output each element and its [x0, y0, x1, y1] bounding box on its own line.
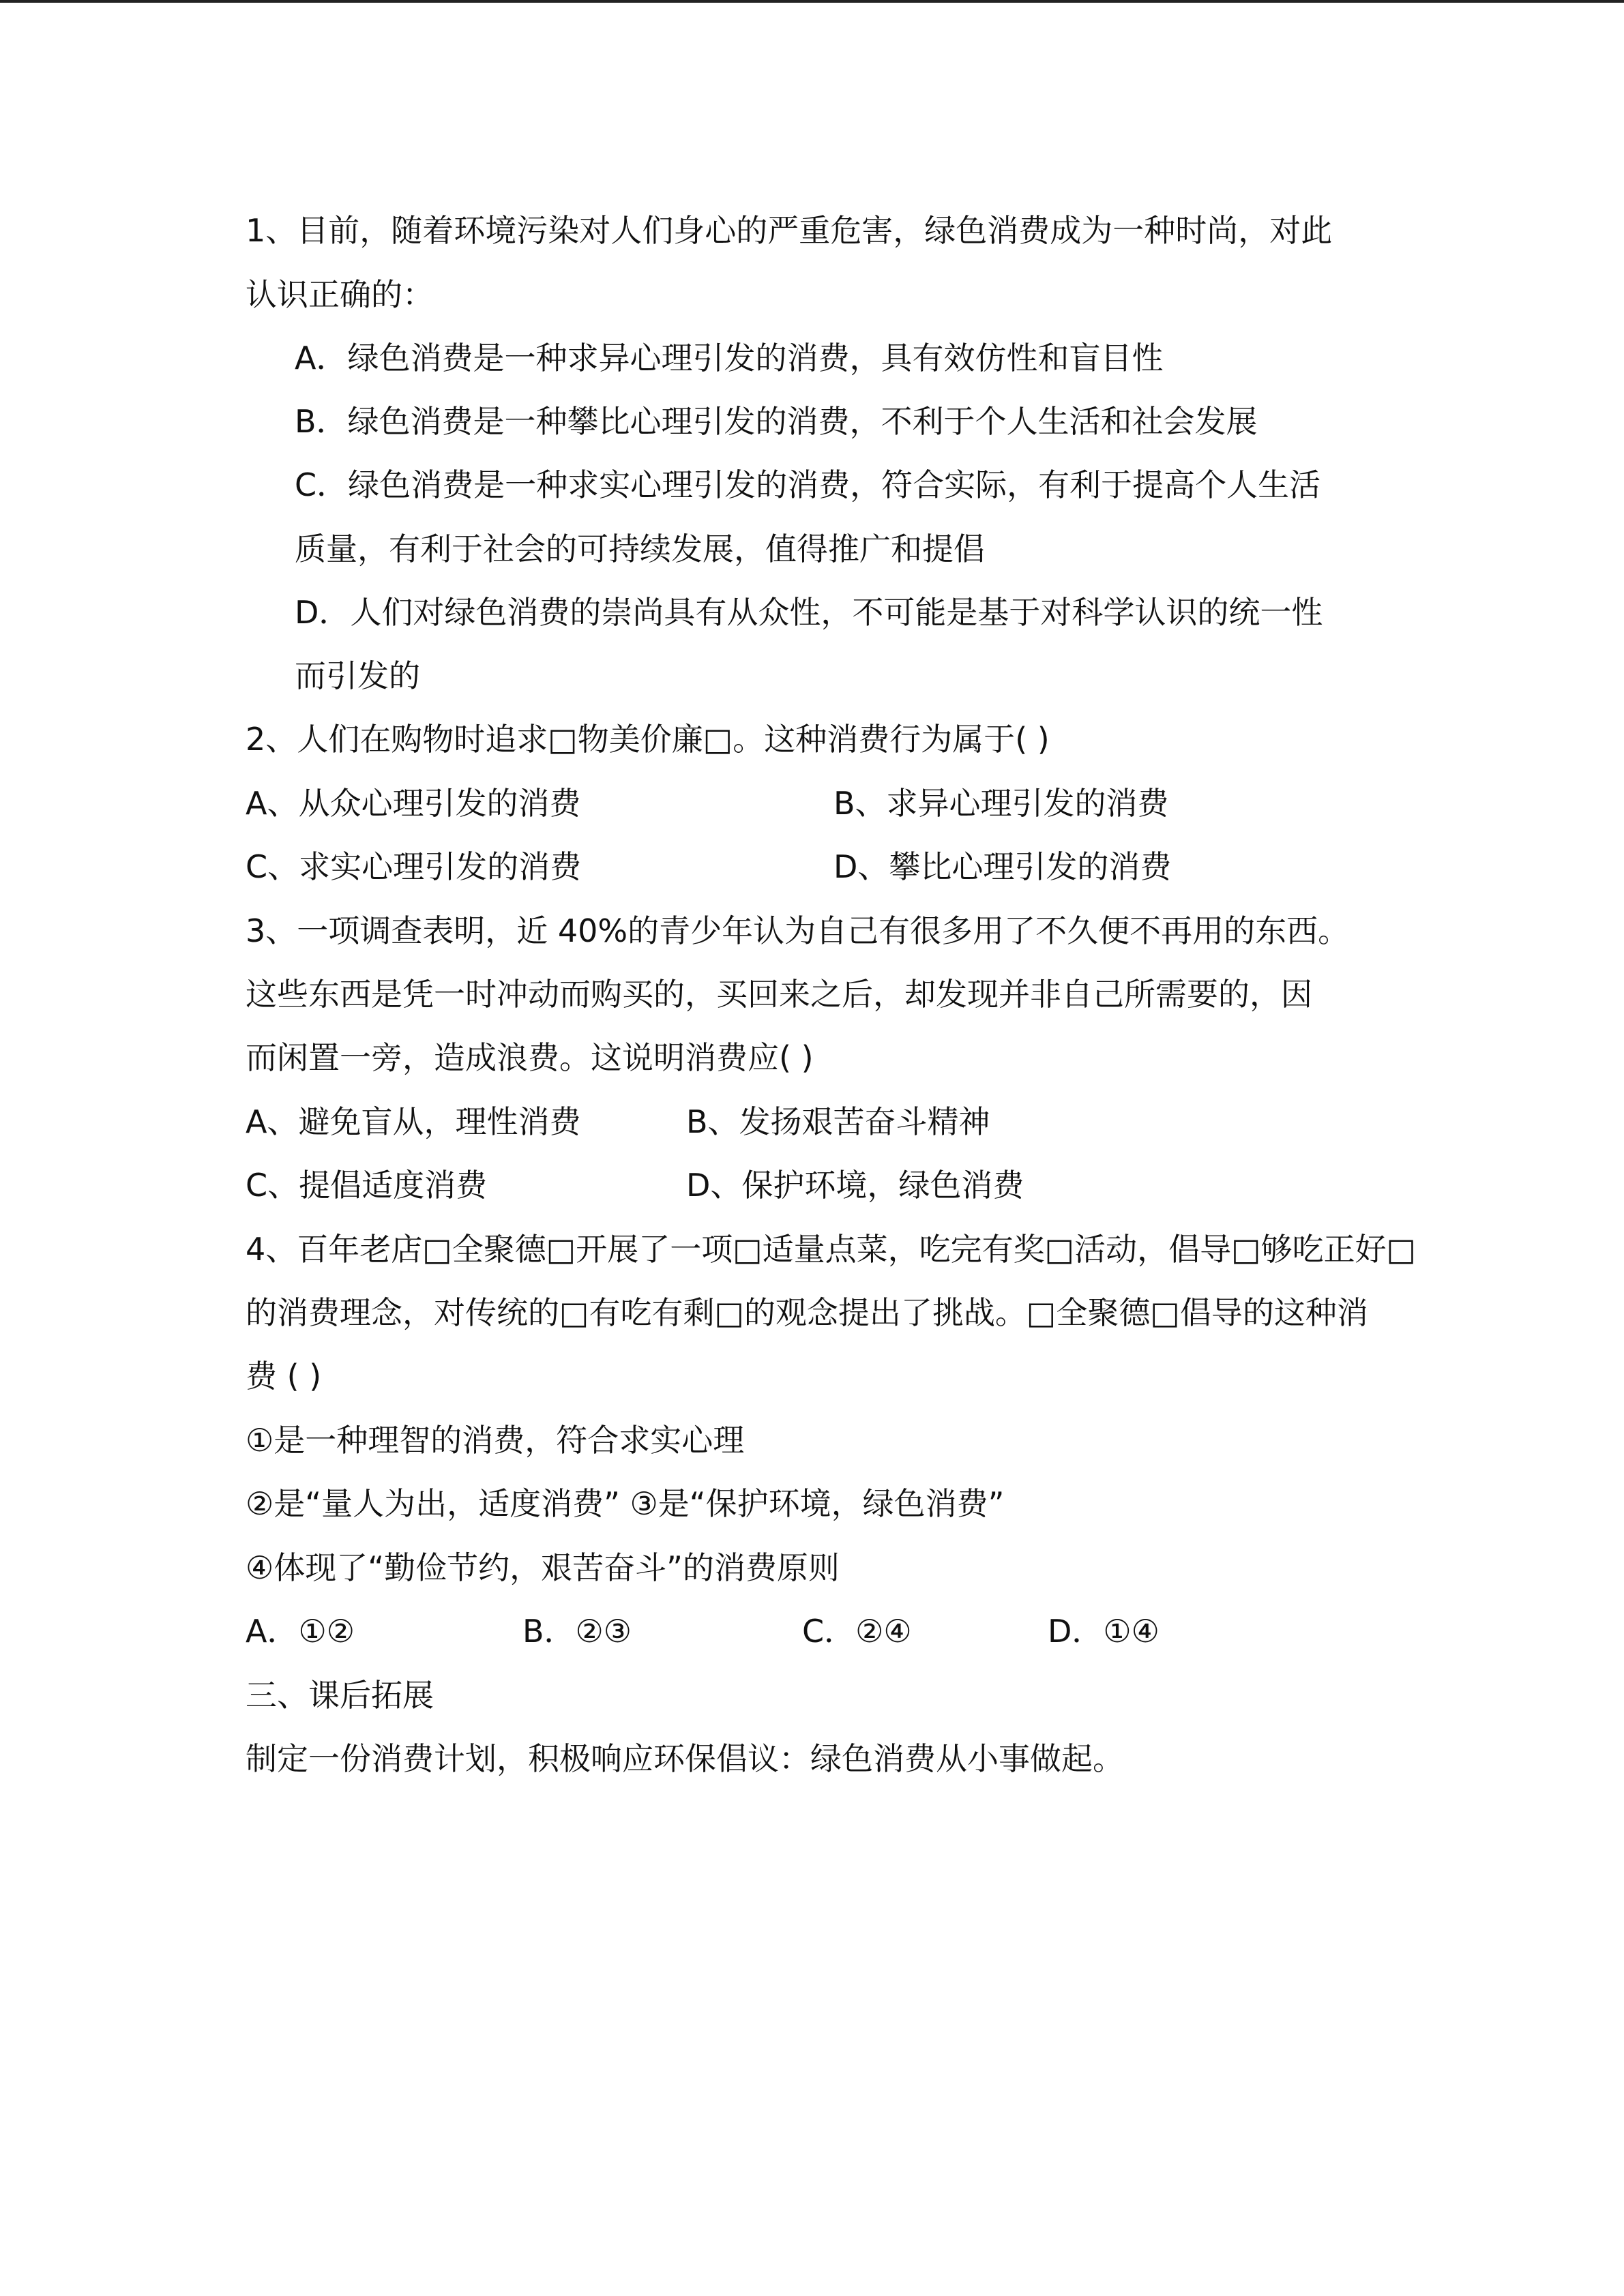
section3-task: 制定一份消费计划，积极响应环保倡议：绿色消费从小事做起。 — [246, 1740, 1124, 1777]
q2-option-d: D、攀比心理引发的消费 — [833, 848, 1172, 885]
q1-stem-line1: 1、目前，随着环境污染对人们身心的严重危害，绿色消费成为一种时尚，对此 — [246, 212, 1333, 249]
q3-option-a: A、避免盲从，理性消费 — [246, 1103, 581, 1140]
q3-stem-line3: 而闲置一旁，造成浪费。这说明消费应( ) — [246, 1039, 814, 1076]
section3-heading: 三、课后拓展 — [246, 1677, 434, 1714]
q2-stem: 2、人们在购物时追求□物美价廉□。这种消费行为属于( ) — [246, 721, 1050, 758]
q4-stem-line3: 费 ( ) — [246, 1358, 322, 1395]
q4-item-4: ④体现了“勤俭节约，艰苦奋斗”的消费原则 — [246, 1549, 840, 1586]
q3-stem-line1: 3、一项调查表明，近 40%的青少年认为自己有很多用了不久便不再用的东西。 — [246, 912, 1350, 949]
q2-option-b: B、求异心理引发的消费 — [833, 785, 1169, 822]
q3-option-c: C、提倡适度消费 — [246, 1167, 488, 1204]
q2-option-c: C、求实心理引发的消费 — [246, 848, 582, 885]
q1-option-d-line1: D．人们对绿色消费的崇尚具有从众性，不可能是基于对科学认识的统一性 — [295, 594, 1323, 631]
q4-option-a: A．①② — [246, 1613, 355, 1650]
q4-option-b: B．②③ — [522, 1613, 632, 1650]
q3-option-b: B、发扬艰苦奋斗精神 — [686, 1103, 990, 1140]
q4-stem-line1: 4、百年老店□全聚德□开展了一项□适量点菜，吃完有奖□活动，倡导□够吃正好□ — [246, 1231, 1417, 1268]
q3-stem-line2: 这些东西是凭一时冲动而购买的，买回来之后，却发现并非自己所需要的，因 — [246, 976, 1312, 1013]
q4-item-2-3: ②是“量人为出，适度消费” ③是“保护环境，绿色消费” — [246, 1485, 1005, 1522]
q4-item-1: ①是一种理智的消费，符合求实心理 — [246, 1422, 745, 1459]
q4-stem-line2: 的消费理念，对传统的□有吃有剩□的观念提出了挑战。□全聚德□倡导的这种消 — [246, 1294, 1368, 1331]
q2-option-a: A、从众心理引发的消费 — [246, 785, 581, 822]
q4-option-d: D．①④ — [1048, 1613, 1160, 1650]
q1-option-d-line2: 而引发的 — [295, 657, 420, 694]
q1-option-b: B．绿色消费是一种攀比心理引发的消费，不利于个人生活和社会发展 — [295, 403, 1258, 440]
q4-option-c: C．②④ — [802, 1613, 912, 1650]
q1-option-c-line2: 质量，有利于社会的可持续发展，值得推广和提倡 — [295, 531, 985, 567]
q3-option-d: D、保护环境，绿色消费 — [686, 1167, 1024, 1204]
q1-option-c-line1: C．绿色消费是一种求实心理引发的消费，符合实际，有利于提高个人生活 — [295, 466, 1321, 503]
q1-stem-line2: 认识正确的： — [246, 276, 434, 313]
q1-option-a: A．绿色消费是一种求异心理引发的消费，具有效仿性和盲目性 — [295, 340, 1164, 376]
